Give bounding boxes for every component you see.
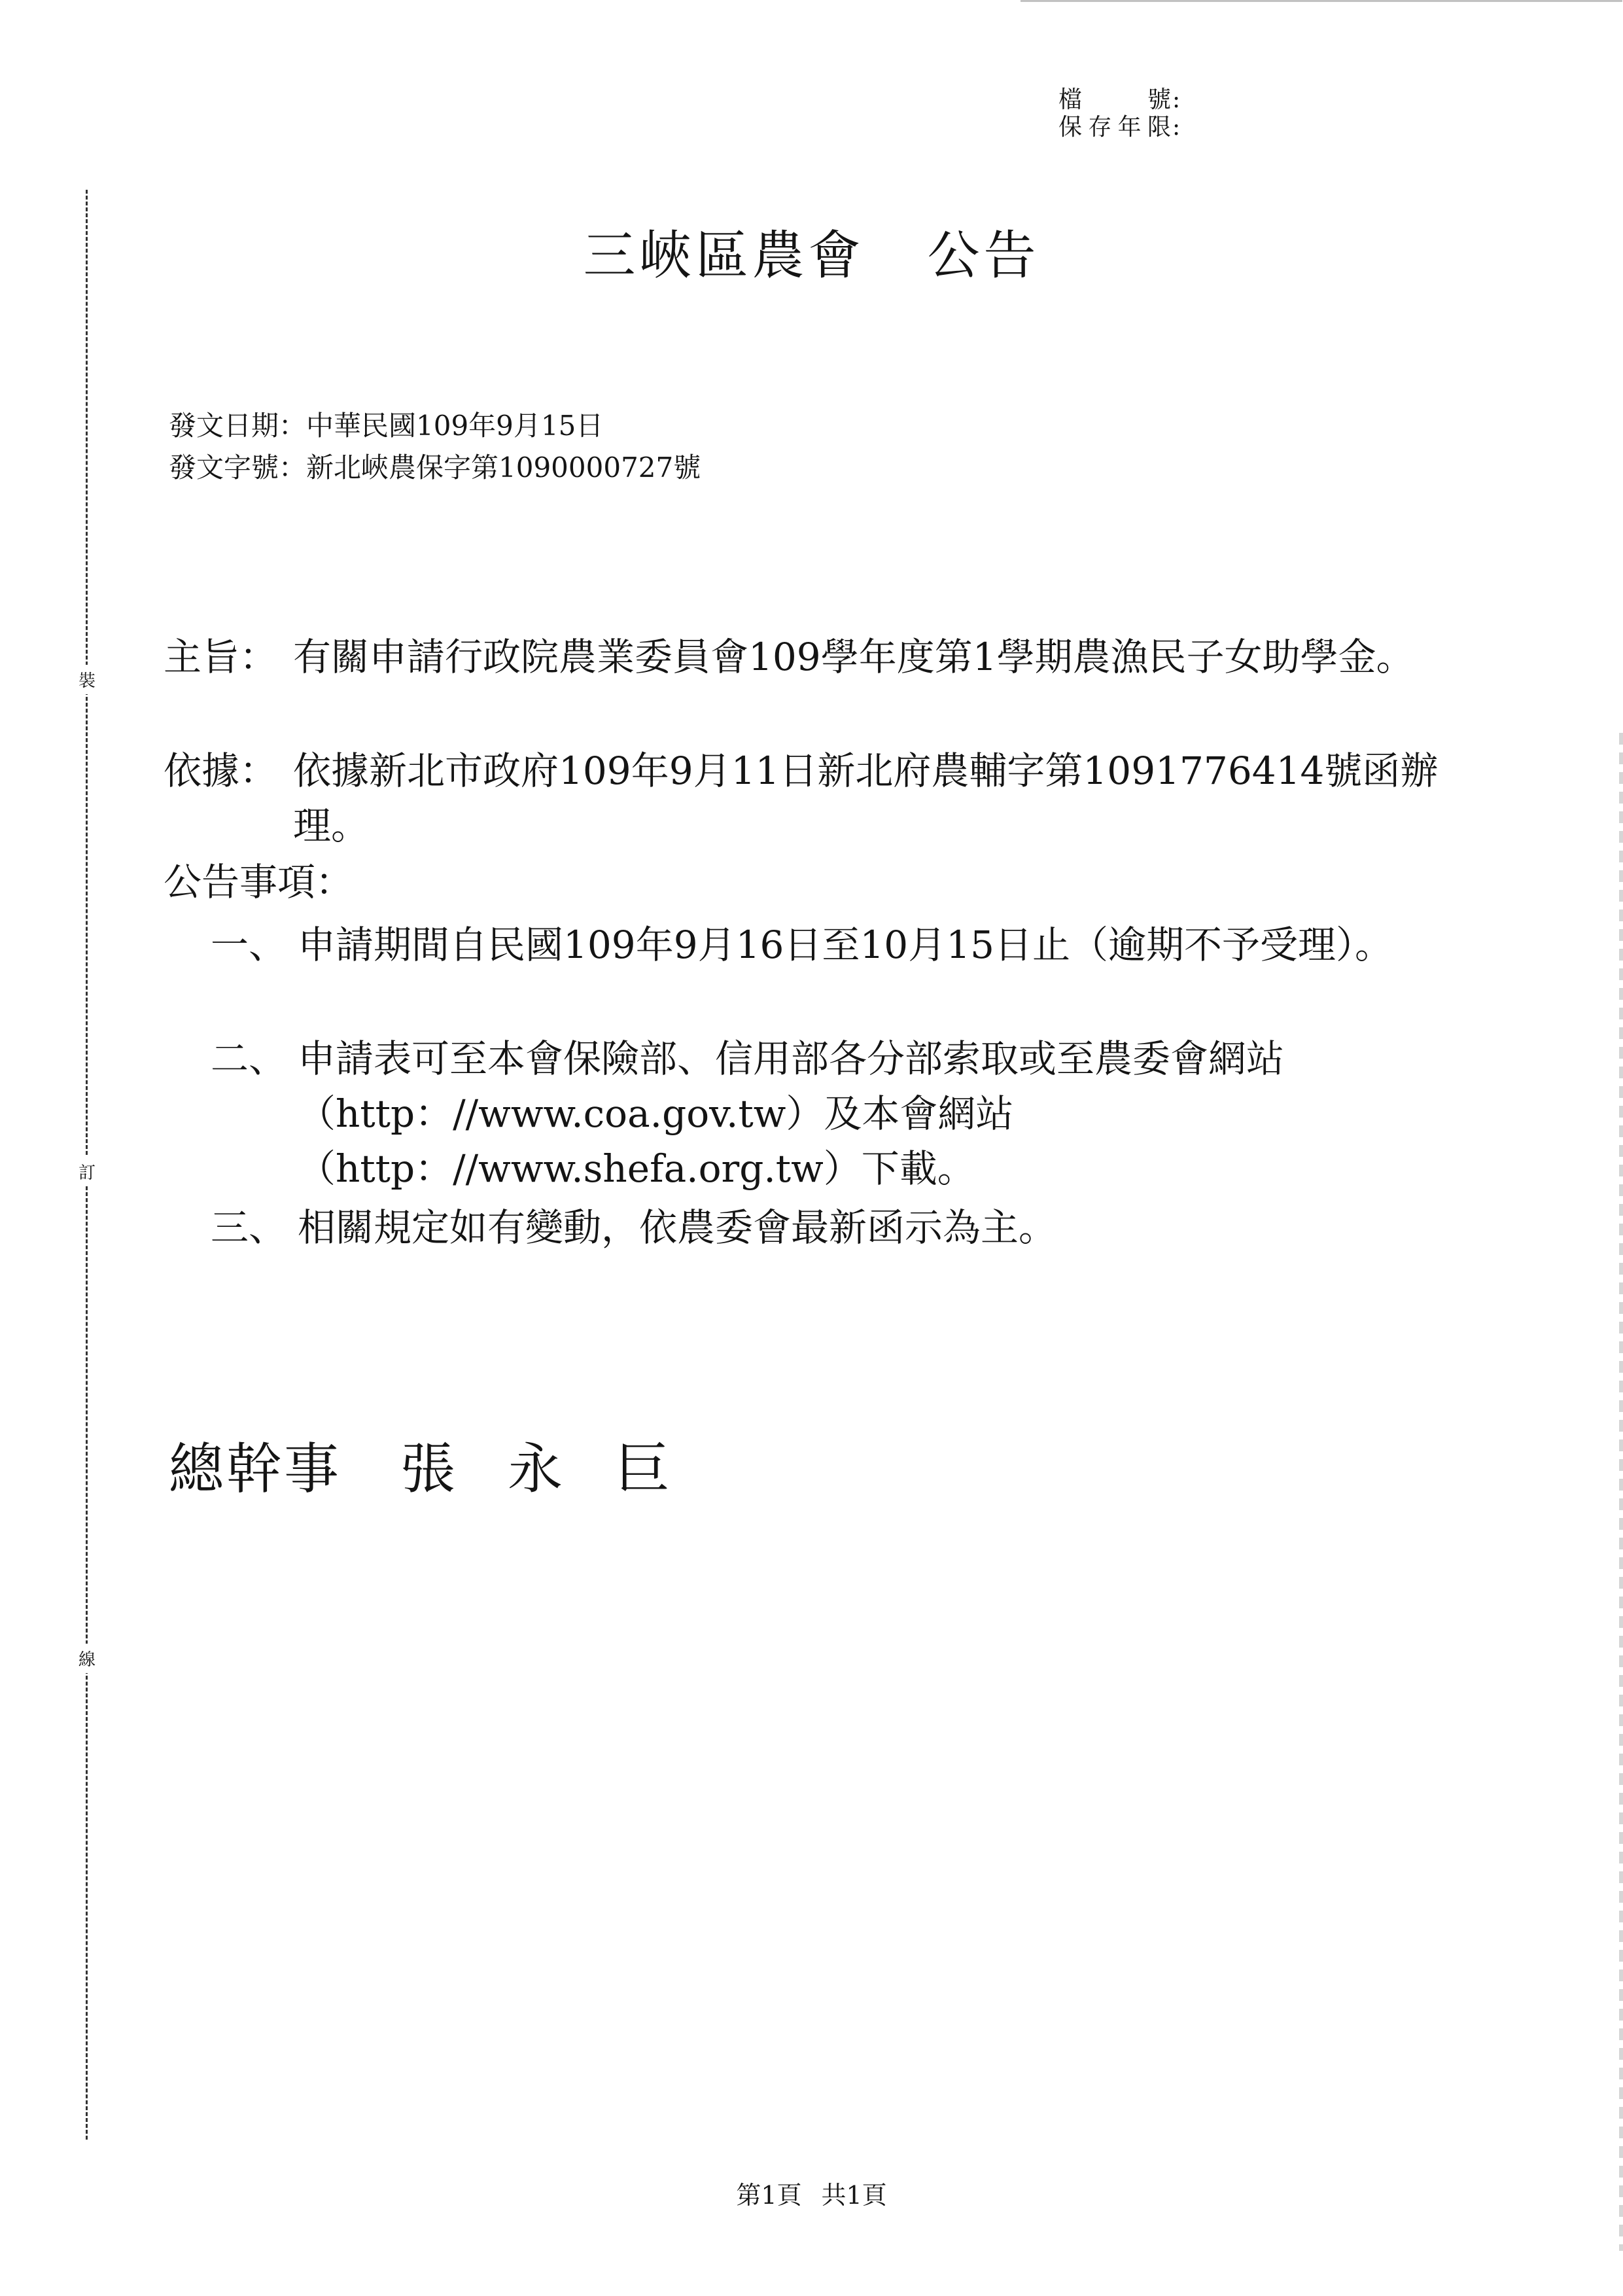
- issue-date-label: 發文日期：: [169, 410, 307, 442]
- issue-ref-label: 發文字號：: [169, 451, 307, 484]
- retention-colon: :: [1172, 114, 1181, 141]
- notice-heading: 公告事項：: [164, 860, 354, 904]
- notice-item-1: [211, 917, 1473, 972]
- issue-date: [169, 410, 603, 442]
- title-doc-type: 公告: [927, 225, 1040, 286]
- subject-label: 主旨：: [164, 635, 278, 679]
- file-meta: [1058, 86, 1180, 141]
- archive-no-row: [1058, 86, 1180, 114]
- footer-page: 第1頁: [736, 2181, 802, 2210]
- notice-item-1-num: 一、: [211, 923, 287, 967]
- signature-name-1: 張: [400, 1437, 459, 1501]
- notice-item-3-num: 三、: [211, 1205, 287, 1250]
- retention-label: 保存年限: [1058, 114, 1171, 141]
- basis-label: 依據：: [164, 749, 278, 793]
- binding-mark-zhuang: 裝: [76, 665, 98, 694]
- page-title: [0, 213, 1623, 289]
- notice-item-3: [211, 1200, 1473, 1255]
- issue-ref-value: 新北峽農保字第1090000727號: [306, 451, 701, 484]
- subject-text: 有關申請行政院農業委員會109學年度第1學期農漁民子女助學金。: [293, 635, 1414, 679]
- signature-title: 總幹事: [169, 1437, 342, 1501]
- title-org: 三峽區農會: [583, 225, 865, 286]
- issue-date-value: 中華民國109年9月15日: [306, 410, 604, 442]
- issue-ref: [169, 451, 701, 484]
- scan-top-edge: [1021, 0, 1622, 2]
- subject: [164, 629, 1472, 684]
- signature-name-2: 永: [508, 1437, 566, 1501]
- archive-no-label: 檔 號: [1058, 86, 1171, 113]
- notice-item-2-num: 二、: [211, 1036, 287, 1081]
- notice-item-2: [211, 1031, 1473, 1196]
- page-footer: [0, 2175, 1623, 2211]
- signature-name-3: 巨: [615, 1437, 673, 1501]
- binding-mark-xian: 線: [76, 1644, 98, 1673]
- binding-mark-ding: 訂: [76, 1157, 98, 1186]
- footer-total: 共1頁: [821, 2181, 887, 2210]
- basis-text: 依據新北市政府109年9月11日新北府農輔字第1091776414號函辦理。: [293, 749, 1439, 848]
- archive-no-colon: :: [1172, 86, 1181, 113]
- scan-right-edge: [1619, 733, 1623, 2251]
- notice-item-1-text: 申請期間自民國109年9月16日至10月15日止（逾期不予受理）。: [298, 923, 1393, 967]
- signature: [169, 1425, 672, 1504]
- retention-row: [1058, 114, 1180, 141]
- notice-item-3-text: 相關規定如有變動，依農委會最新函示為主。: [298, 1205, 1057, 1250]
- notice-item-2-text: 申請表可至本會保險部、信用部各分部索取或至農委會網站（http：//www.coa.gov.tw）及本會網站（http：//www.shefa.org.tw）下載。: [298, 1036, 1285, 1191]
- basis: [164, 743, 1472, 853]
